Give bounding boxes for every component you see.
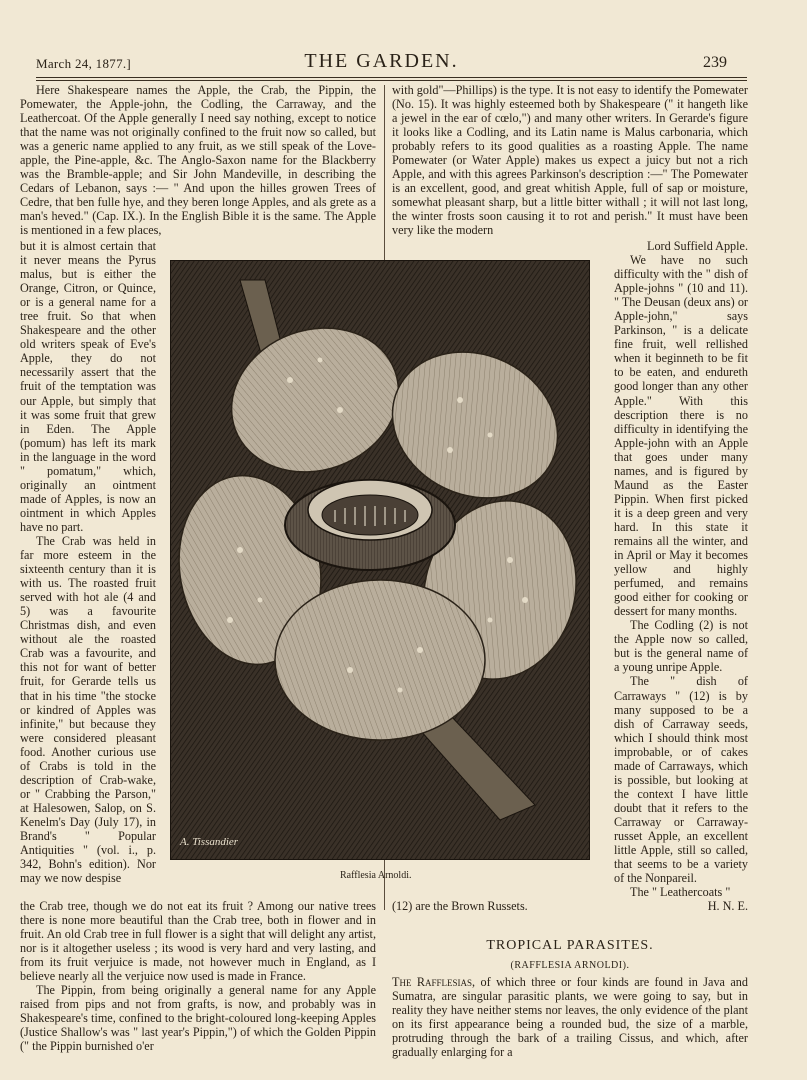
paragraph: The Pippin, from being originally a general name for any Apple raised from pips and not from grafts, is now, and probably was in Shakespeare's time, confined to the bright-coloured long-keeping Apples (Justice Shallow's was " last year's Pippin,") of which the Golden Pippin (" the Pippin burnished o'er	[20, 983, 376, 1054]
page-number: 239	[703, 54, 727, 71]
paragraph: We have no such difficulty with the " dish of Apple-johns " (10 and 11). " The Deusan (deux ans) or Apple-john," says Parkinson, " is a delicate fine fruit, well rellished when it beginneth to be fit to be eaten, and endureth good longer than any other Apple." With this description there is no difficulty in identifying the Apple-john with an Apple that goes under many names, and is figured by Maund as the Easter Pippin. When first picked it is a deep green and very hard. In this state it remains all the winter, and in April or May it becomes yellow and highly perfumed, and remains good either for cooking or dessert for many months.	[614, 253, 748, 619]
header-rule	[36, 77, 747, 78]
section-body	[392, 975, 748, 1059]
section-subtitle: (RAFFLESIA ARNOLDI).	[510, 960, 630, 971]
header-rule-double	[36, 80, 747, 81]
lead-words: The Rafflesias,	[392, 975, 476, 989]
figure-caption: Rafflesia Arnoldi.	[340, 870, 412, 881]
paragraph-end: (12) are the Brown Russets.	[392, 899, 528, 913]
journal-title: THE GARDEN.	[304, 50, 459, 72]
body-text: of which three or four kinds are found in Java and Sumatra, are singular parasitic plants, we were going to say, but in reality they have neither stems nor leaves, the only evidence of the plant on its first appearance being a rounded bud, the size of a marble, protruding through the bark of a trailing Cissus, and which, after gradually enlarging for a	[392, 975, 748, 1060]
right-column-bottom	[392, 899, 748, 913]
paragraph: with gold"—Phillips) is the type. It is not easy to identify the Pomewater (No. 15). It was highly esteemed both by Shakespeare (" it hangeth like a jewel in the ear of cœlo,") and many other writers. In Gerarde's figure it looks like a Codling, and its Latin name is Malus carbonaria, which probably refers to its good qualities as a roasting Apple. The name Pomewater (or Water Apple) makes us expect a juicy but not a rich Apple, and with this agrees Parkinson's description :—" The Pomewater is an excellent, good, and great whitish Apple, full of sap or moisture, somewhat pleasant sharp, but a little bitter withall ; it will not last long, the winter frosts soon causing it to rot and perish." It must have been very like the modern	[392, 83, 748, 238]
artist-signature: A. Tissandier	[180, 836, 239, 848]
paragraph: The " Leathercoats "	[630, 885, 731, 900]
rafflesia-engraving	[170, 260, 590, 860]
right-column-narrow	[614, 239, 748, 899]
paragraph: The Codling (2) is not the Apple now so called, but is the general name of a young unripe Apple.	[614, 618, 748, 675]
paragraph: the Crab tree, though we do not eat its fruit ? Among our native trees there is none more beautiful than the Crab tree, both in flower and in fruit. An old Crab tree in full flower is a sight that will delight any artist, nor is it altogether useless ; its wood is very hard and very lasting, and from its fruit verjuice is made, not however much in England, as I believe nearly all the verjuice now used is made in France.	[20, 899, 376, 984]
paragraph: The " dish of Carraways " (12) is by many supposed to be a dish of Carraway seeds, which I should think most improbable, or of cakes made of Carraways, which is possible, but looking at the context I have little doubt that it refers to the Carraway or Carraway-russet Apple, an excellent little Apple, still so called, that seems to be a variety of the Nonpareil.	[614, 674, 748, 886]
left-column-narrow	[20, 239, 156, 885]
running-header	[36, 50, 727, 78]
paragraph	[392, 975, 748, 1059]
left-column-top	[20, 83, 376, 238]
left-column-bottom	[20, 899, 376, 1054]
paragraph: Here Shakespeare names the Apple, the Crab, the Pippin, the Pomewater, the Apple-john, the Codling, the Carraway, and the Leathercoat. Of the Apple generally I need say nothing, except to notice that the name was not originally confined to the fruit now so called, but was a generic name applied to any fruit, as we still speak of the Love-apple, the Pine-apple, &c. The Anglo-Saxon name for the Blackberry was the Bramble-apple; and Sir John Mandeville, in describing the Cedars of Lebanon, says :— " And upon the hilles growen Trees of Cedre, that ben fulle hye, and they beren longe Apples, and als grete as a man's heved." (Cap. IX.). In the English Bible it is the same. The Apple is mentioned in a few places,	[20, 83, 376, 238]
paragraph: Lord Suffield Apple.	[647, 239, 748, 253]
paragraph: The Crab was held in far more esteem in the sixteenth century than it is with us. The roasted fruit served with hot ale (4 and 5) was a favourite Christmas dish, and even without ale the roasted Crab was a favourite, and this not for want of better fruit, for Gerarde tells us that in his time "the stocke or kindred of Apples was infinite," but because they were considered pleasant food. Another curious use of Crabs is told in the description of Crab-wake, or " Crabbing the Parson," at Halesowen, Salop, on S. Kenelm's Day (July 17), in Brand's " Popular Antiquities " (vol. i., p. 342, Bohn's edition). Nor may we now despise	[20, 533, 156, 886]
right-column-top	[392, 83, 748, 238]
section-title: TROPICAL PARASITES.	[486, 938, 654, 953]
paragraph: but it is almost certain that it never means the Pyrus malus, but is either the Orange, Citron, or Quince, or is a general name for a tree fruit. So that when Shakespeare and the other old writers speak of Eve's Apple, they do not necessarily assert that the fruit of the temptation was our Apple, but simply that it was some fruit that grew in Eden. The Apple (pomum) has left its mark in the language in the word " pomatum," which, originally an ointment made of Apples, is now an ointment in which Apples have no part.	[20, 239, 156, 534]
author-signature: H. N. E.	[707, 899, 748, 913]
issue-date: March 24, 1877.]	[36, 56, 132, 71]
